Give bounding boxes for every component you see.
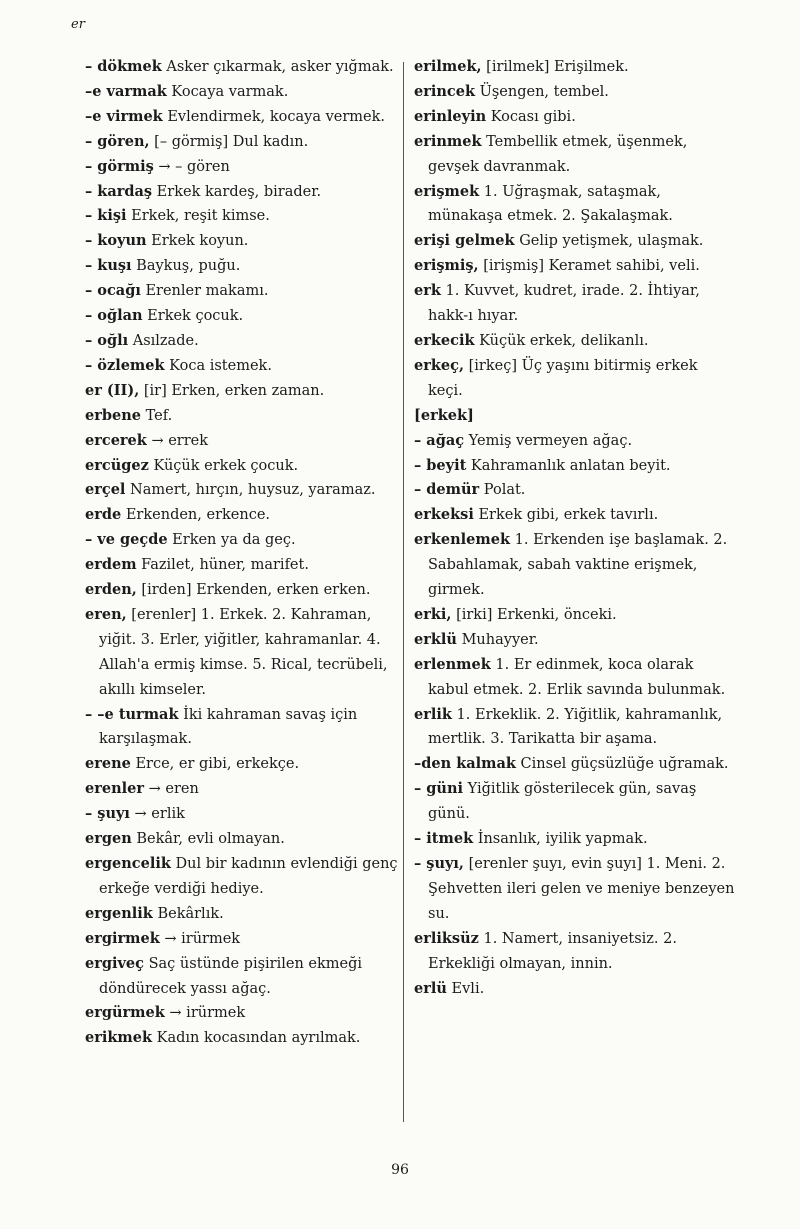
entry-definition: Tef. (141, 407, 173, 424)
entry-definition: Kocası gibi. (486, 108, 576, 125)
entry-definition: Kocaya varmak. (166, 83, 289, 100)
dictionary-entry (414, 977, 736, 1002)
dictionary-entry (85, 155, 400, 180)
entry-headword: – beyit (414, 456, 467, 474)
entry-headword: – kardaş (85, 182, 153, 200)
entry-definition: Kahramanlık anlatan beyit. (466, 457, 671, 474)
entry-definition: Asker çıkarmak, asker yığmak. (161, 59, 394, 75)
dictionary-entry (414, 852, 736, 927)
entry-headword: ergürmek (85, 1004, 165, 1022)
dictionary-entry (414, 503, 736, 528)
entry-headword: erişmiş, (414, 257, 479, 275)
entry-definition: [erenler] 1. Erkek. 2. Kahraman, yiğit. 3. Erler, yiğitler, kahramanlar. 4. Allah'a ermiş kimse. 5. Rical, tecrübeli, akıllı kimseler. (99, 606, 388, 698)
dictionary-entry (414, 927, 736, 977)
dictionary-entry (414, 180, 736, 230)
dictionary-entry (85, 454, 400, 479)
entry-headword: erkeksi (414, 506, 474, 524)
dictionary-column-left (85, 55, 400, 1051)
dictionary-entry (85, 553, 400, 578)
entry-definition: Koca istemek. (164, 357, 272, 374)
dictionary-entry (414, 454, 736, 479)
entry-definition: [irkeç] Üç yaşını bitirmiş erkek keçi. (428, 357, 698, 399)
entry-headword: erilmek, (414, 58, 482, 75)
entry-definition: Erce, er gibi, erkekçe. (130, 756, 300, 773)
entry-definition: Yiğitlik gösterilecek gün, savaş günü. (428, 781, 697, 823)
entry-headword: – özlemek (85, 356, 165, 374)
entry-headword: – koyun (85, 232, 147, 250)
entry-headword: erbene (85, 406, 141, 424)
entry-definition: [erenler şuyı, evin şuyı] 1. Meni. 2. Şehvetten ileri gelen ve meniye benzeyen su. (428, 856, 735, 922)
entry-headword: ergiveç (85, 954, 144, 972)
entry-headword: – gören, (85, 132, 150, 150)
entry-headword: – demür (414, 481, 480, 499)
dictionary-entry (85, 1001, 400, 1026)
entry-headword: erinmek (414, 132, 482, 150)
entry-definition: Namert, hırçın, huysuz, yaramaz. (125, 482, 376, 499)
entry-headword: ergencelik (85, 855, 171, 872)
dictionary-entry (85, 1026, 400, 1051)
entry-definition: Erkek gibi, erkek tavırlı. (473, 507, 659, 524)
dictionary-entry (85, 827, 400, 852)
dictionary-entry (85, 578, 400, 603)
entry-definition: Cinsel güçsüzlüğe uğramak. (515, 756, 729, 773)
entry-definition: Üşengen, tembel. (475, 83, 609, 100)
dictionary-entry (85, 927, 400, 952)
dictionary-entry (414, 653, 736, 703)
entry-definition: 1. Uğraşmak, sataşmak, münakaşa etmek. 2. Şakalaşmak. (428, 183, 673, 225)
dictionary-entry (85, 777, 400, 802)
entry-headword: [erkek] (414, 406, 474, 424)
dictionary-entry (85, 80, 400, 105)
entry-definition: Erkek kardeş, birader. (152, 183, 322, 200)
entry-definition: → irürmek (164, 1005, 246, 1022)
entry-definition: Erkenden, erkence. (121, 507, 271, 524)
entry-headword: erkecik (414, 331, 475, 349)
entry-headword: erincek (414, 82, 476, 100)
dictionary-entry (85, 752, 400, 777)
entry-headword: –e varmak (85, 82, 167, 100)
dictionary-entry (85, 404, 400, 429)
running-header: er (71, 17, 85, 32)
entry-headword: erdem (85, 556, 137, 574)
dictionary-entry (85, 105, 400, 130)
entry-headword: erde (85, 506, 122, 524)
entry-definition: Saç üstünde pişirilen ekmeği döndürecek yassı ağaç. (99, 955, 363, 997)
dictionary-entry (85, 952, 400, 1002)
entry-headword: erki, (414, 605, 452, 623)
dictionary-entry (414, 55, 736, 80)
dictionary-column-right (414, 55, 736, 1001)
entry-headword: erlü (414, 979, 447, 997)
entry-definition: [irişmiş] Keramet sahibi, veli. (478, 258, 700, 275)
entry-definition: Baykuş, puğu. (131, 258, 241, 275)
dictionary-entry (85, 603, 400, 703)
dictionary-entry (414, 528, 736, 603)
entry-definition: Erenler makamı. (140, 283, 269, 300)
entry-definition: İnsanlık, iyilik yapmak. (473, 831, 648, 848)
entry-headword: erden, (85, 581, 137, 599)
entry-definition: → errek (146, 432, 209, 449)
dictionary-entry (414, 752, 736, 777)
entry-headword: erliksüz (414, 929, 479, 947)
entry-headword: erikmek (85, 1029, 153, 1047)
entry-definition: → irürmek (159, 930, 241, 947)
entry-headword: erene (85, 755, 131, 773)
dictionary-entry (85, 503, 400, 528)
entry-headword: erinleyin (414, 107, 487, 125)
page-number: 96 (391, 1162, 409, 1178)
entry-headword: – oğlan (85, 307, 143, 325)
entry-headword: ergen (85, 830, 132, 848)
dictionary-entry (414, 603, 736, 628)
entry-headword: erişmek (414, 182, 480, 200)
entry-definition: [irilmek] Erişilmek. (481, 59, 629, 75)
entry-definition: Asılzade. (128, 332, 199, 349)
entry-definition: Gelip yetişmek, ulaşmak. (514, 233, 704, 250)
dictionary-entry (85, 429, 400, 454)
dictionary-entry (85, 329, 400, 354)
entry-headword: er (II), (85, 381, 140, 399)
entry-definition: 1. Erkeklik. 2. Yiğitlik, kahramanlık, mertlik. 3. Tarikatta bir aşama. (428, 706, 723, 748)
entry-headword: erkeç, (414, 356, 465, 374)
entry-headword: – itmek (414, 830, 474, 848)
dictionary-entry (414, 80, 736, 105)
entry-definition: [irden] Erkenden, erken erken. (136, 582, 371, 599)
dictionary-entry (414, 229, 736, 254)
entry-definition: Erkek çocuk. (142, 308, 244, 325)
entry-headword: – görmiş (85, 157, 154, 175)
entry-headword: – şuyı (85, 805, 130, 823)
entry-headword: erişi gelmek (414, 232, 515, 250)
dictionary-entry (414, 777, 736, 827)
dictionary-entry (414, 703, 736, 753)
entry-definition: [– görmiş] Dul kadın. (149, 133, 309, 150)
entry-headword: – şuyı, (414, 855, 464, 872)
dictionary-entry (85, 354, 400, 379)
dictionary-entry (414, 429, 736, 454)
entry-definition: [ir] Erken, erken zaman. (139, 382, 325, 399)
entry-definition: Polat. (479, 482, 526, 499)
dictionary-entry (85, 703, 400, 753)
dictionary-entry (85, 130, 400, 155)
entry-definition: Muhayyer. (456, 631, 539, 648)
dictionary-entry (414, 628, 736, 653)
dictionary-entry (85, 229, 400, 254)
dictionary-entry (414, 478, 736, 503)
column-divider (403, 62, 404, 1122)
entry-definition: 1. Er edinmek, koca olarak kabul etmek. 2. Erlik savında bulunmak. (428, 656, 726, 698)
dictionary-entry (414, 827, 736, 852)
entry-definition: Evlendirmek, kocaya vermek. (162, 108, 386, 125)
entry-definition: 1. Erkenden işe başlamak. 2. Sabahlamak, sabah vaktine erişmek, girmek. (428, 532, 728, 599)
dictionary-entry (414, 254, 736, 279)
entry-headword: – ağaç (414, 431, 465, 449)
entry-definition: Bekâr, evli olmayan. (131, 831, 285, 848)
entry-headword: eren, (85, 605, 127, 623)
entry-headword: erk (414, 282, 441, 300)
entry-definition: Küçük erkek, delikanlı. (474, 332, 649, 349)
entry-definition: 1. Kuvvet, kudret, irade. 2. İhtiyar, hakk-ı hıyar. (428, 283, 700, 325)
entry-headword: erlenmek (414, 655, 491, 673)
entry-definition: İki kahraman savaş için karşılaşmak. (99, 706, 358, 748)
entry-definition: → – gören (153, 158, 230, 175)
dictionary-entry (85, 55, 400, 80)
entry-definition: → erlik (129, 806, 185, 823)
dictionary-entry (414, 130, 736, 180)
entry-definition: Fazilet, hüner, marifet. (136, 557, 309, 574)
entry-headword: – kuşı (85, 257, 132, 275)
entry-definition: Erkek, reşit kimse. (126, 208, 270, 225)
entry-definition: Kadın kocasından ayrılmak. (152, 1030, 361, 1047)
entry-definition: Tembellik etmek, üşenmek, gevşek davranmak. (428, 133, 688, 175)
entry-headword: – ve geçde (85, 531, 168, 549)
entry-definition: Erkek koyun. (146, 233, 249, 250)
entry-headword: erlik (414, 705, 452, 723)
entry-definition: Küçük erkek çocuk. (148, 457, 299, 474)
entry-definition: Erken ya da geç. (167, 532, 296, 549)
entry-headword: – –e turmak (85, 705, 179, 723)
entry-definition: → eren (144, 781, 199, 798)
entry-headword: – oğlı (85, 331, 129, 349)
entry-definition: Yemiş vermeyen ağaç. (464, 432, 633, 449)
dictionary-entry (85, 180, 400, 205)
entry-definition: Dul bir kadının evlendiği genç erkeğe verdiği hediye. (99, 856, 398, 897)
entry-headword: – kişi (85, 207, 127, 225)
dictionary-entry (85, 379, 400, 404)
dictionary-entry (85, 254, 400, 279)
dictionary-entry (85, 304, 400, 329)
entry-headword: – dökmek (85, 58, 162, 75)
dictionary-entry (85, 902, 400, 927)
dictionary-entry (414, 354, 736, 404)
entry-headword: ergirmek (85, 929, 160, 947)
entry-headword: – ocağı (85, 282, 141, 300)
entry-definition: Evli. (446, 980, 485, 997)
entry-headword: erklü (414, 630, 457, 648)
entry-headword: –den kalmak (414, 755, 516, 773)
entry-headword: ercerek (85, 431, 147, 449)
dictionary-entry (85, 204, 400, 229)
entry-definition: [irki] Erkenki, önceki. (451, 606, 617, 623)
entry-headword: – güni (414, 780, 464, 798)
dictionary-entry (85, 852, 400, 902)
dictionary-entry (414, 404, 736, 429)
dictionary-entry (85, 528, 400, 553)
entry-headword: erçel (85, 481, 126, 499)
entry-headword: erenler (85, 780, 145, 798)
dictionary-entry (85, 802, 400, 827)
dictionary-entry (85, 279, 400, 304)
entry-headword: erkenlemek (414, 531, 511, 549)
entry-headword: ercügez (85, 456, 149, 474)
dictionary-entry (85, 478, 400, 503)
entry-definition: 1. Namert, insaniyetsiz. 2. Erkekliği olmayan, innin. (428, 930, 677, 972)
entry-headword: ergenlik (85, 904, 153, 922)
entry-headword: –e virmek (85, 107, 163, 125)
entry-definition: Bekârlık. (152, 905, 224, 922)
dictionary-entry (414, 279, 736, 329)
dictionary-entry (414, 329, 736, 354)
dictionary-entry (414, 105, 736, 130)
